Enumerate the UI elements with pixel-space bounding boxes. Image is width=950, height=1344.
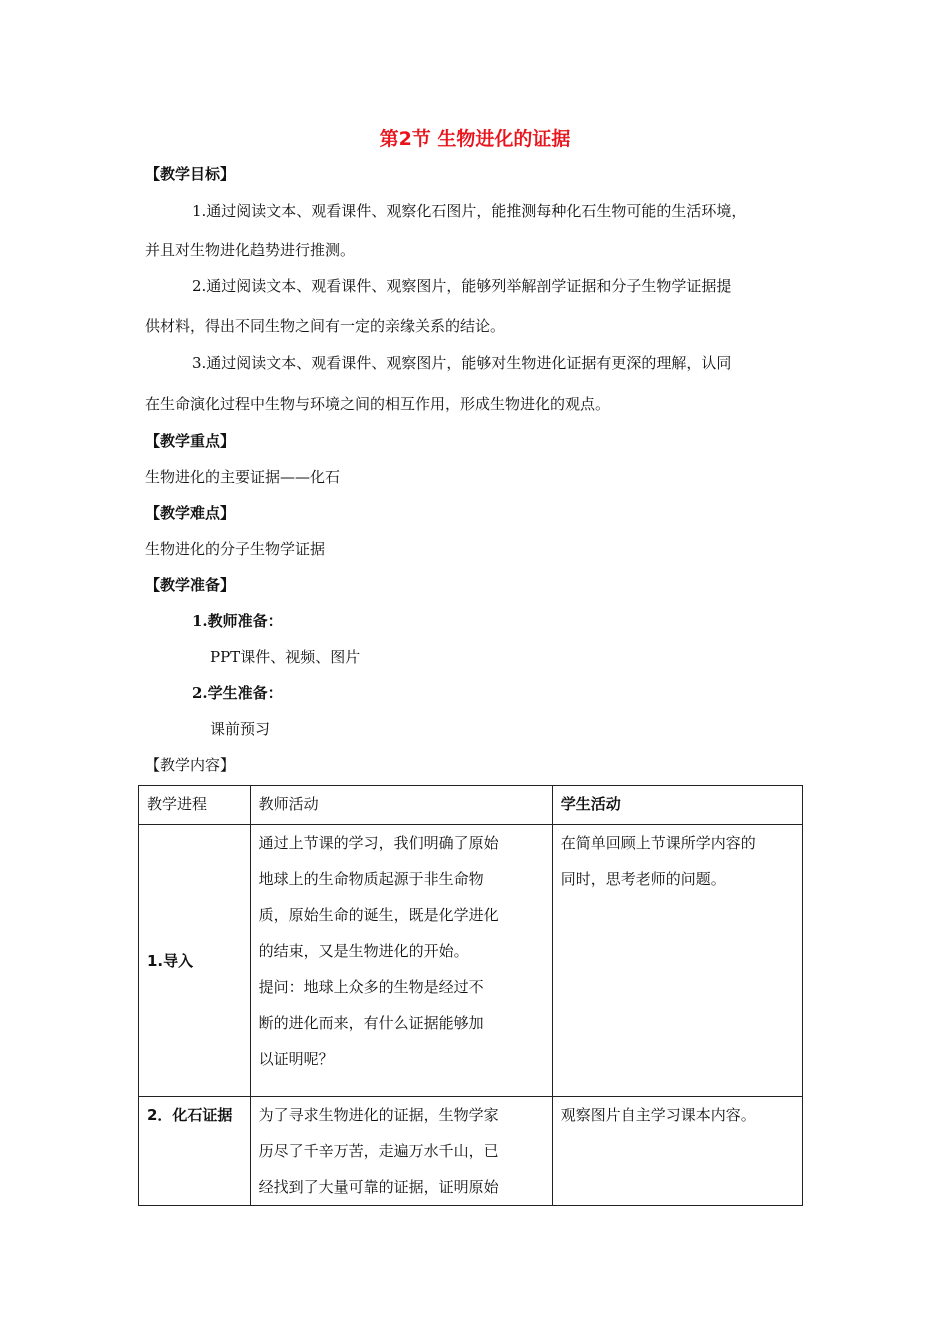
key-points-text: 生物进化的主要证据——化石 — [145, 468, 341, 486]
cell-line: 经找到了大量可靠的证据，证明原始 — [258, 1178, 499, 1196]
row-student-activity-intro — [552, 825, 802, 1097]
objective-3-line-1: 3.通过阅读文本、观看课件、观察图片，能够对生物进化证据有更深的理解，认同 — [192, 354, 732, 372]
objectives-heading: 【教学目标】 — [145, 165, 236, 183]
row-stage-fossil: 2．化石证据 — [139, 1097, 251, 1206]
header-stage: 教学进程 — [139, 786, 251, 825]
objective-3-line-2: 在生命演化过程中生物与环境之间的相互作用，形成生物进化的观点。 — [145, 395, 611, 413]
difficult-points-heading: 【教学难点】 — [145, 504, 236, 522]
cell-line: 质，原始生命的诞生，既是化学进化 — [258, 906, 499, 924]
document-title: 第2节 生物进化的证据 — [379, 128, 571, 150]
cell-line: 断的进化而来，有什么证据能够加 — [258, 1014, 484, 1032]
table-header-row — [139, 786, 803, 825]
student-prep-label: 2.学生准备： — [192, 684, 283, 702]
cell-line: 观察图片自主学习课本内容。 — [560, 1106, 756, 1124]
table-row — [139, 1097, 803, 1206]
cell-line: 的结束，又是生物进化的开始。 — [258, 942, 469, 960]
cell-line: 地球上的生命物质起源于非生命物 — [258, 870, 484, 888]
header-teacher-activity: 教师活动 — [250, 786, 552, 825]
difficult-points-text: 生物进化的分子生物学证据 — [145, 540, 326, 558]
row-stage-intro: 1.导入 — [139, 825, 251, 1097]
cell-line: 在简单回顾上节课所学内容的 — [560, 834, 756, 852]
row-student-activity-fossil — [552, 1097, 802, 1206]
content-heading: 【教学内容】 — [145, 756, 236, 774]
table-row — [139, 825, 803, 1097]
student-prep-text: 课前预习 — [210, 720, 271, 738]
objective-2-line-1: 2.通过阅读文本、观看课件、观察图片，能够列举解剖学证据和分子生物学证据提 — [192, 277, 732, 295]
cell-line: 提问：地球上众多的生物是经过不 — [258, 978, 484, 996]
row-teacher-activity-intro — [250, 825, 552, 1097]
objective-2-line-2: 供材料，得出不同生物之间有一定的亲缘关系的结论。 — [145, 317, 506, 335]
lesson-content-table — [138, 785, 803, 1206]
objective-1-line-1: 1.通过阅读文本、观看课件、观察化石图片，能推测每种化石生物可能的生活环境， — [192, 202, 747, 220]
cell-line: 历尽了千辛万苦，走遍万水千山，已 — [258, 1142, 499, 1160]
cell-line: 以证明呢？ — [258, 1050, 334, 1068]
row-teacher-activity-fossil — [250, 1097, 552, 1206]
objective-1-line-2: 并且对生物进化趋势进行推测。 — [145, 241, 356, 259]
cell-line: 通过上节课的学习，我们明确了原始 — [258, 834, 499, 852]
preparation-heading: 【教学准备】 — [145, 576, 236, 594]
teacher-prep-label: 1.教师准备： — [192, 612, 283, 630]
teacher-prep-text: PPT课件、视频、图片 — [210, 648, 361, 666]
cell-line: 为了寻求生物进化的证据，生物学家 — [258, 1106, 499, 1124]
cell-line: 同时，思考老师的问题。 — [560, 870, 726, 888]
header-student-activity: 学生活动 — [552, 786, 802, 825]
key-points-heading: 【教学重点】 — [145, 432, 236, 450]
